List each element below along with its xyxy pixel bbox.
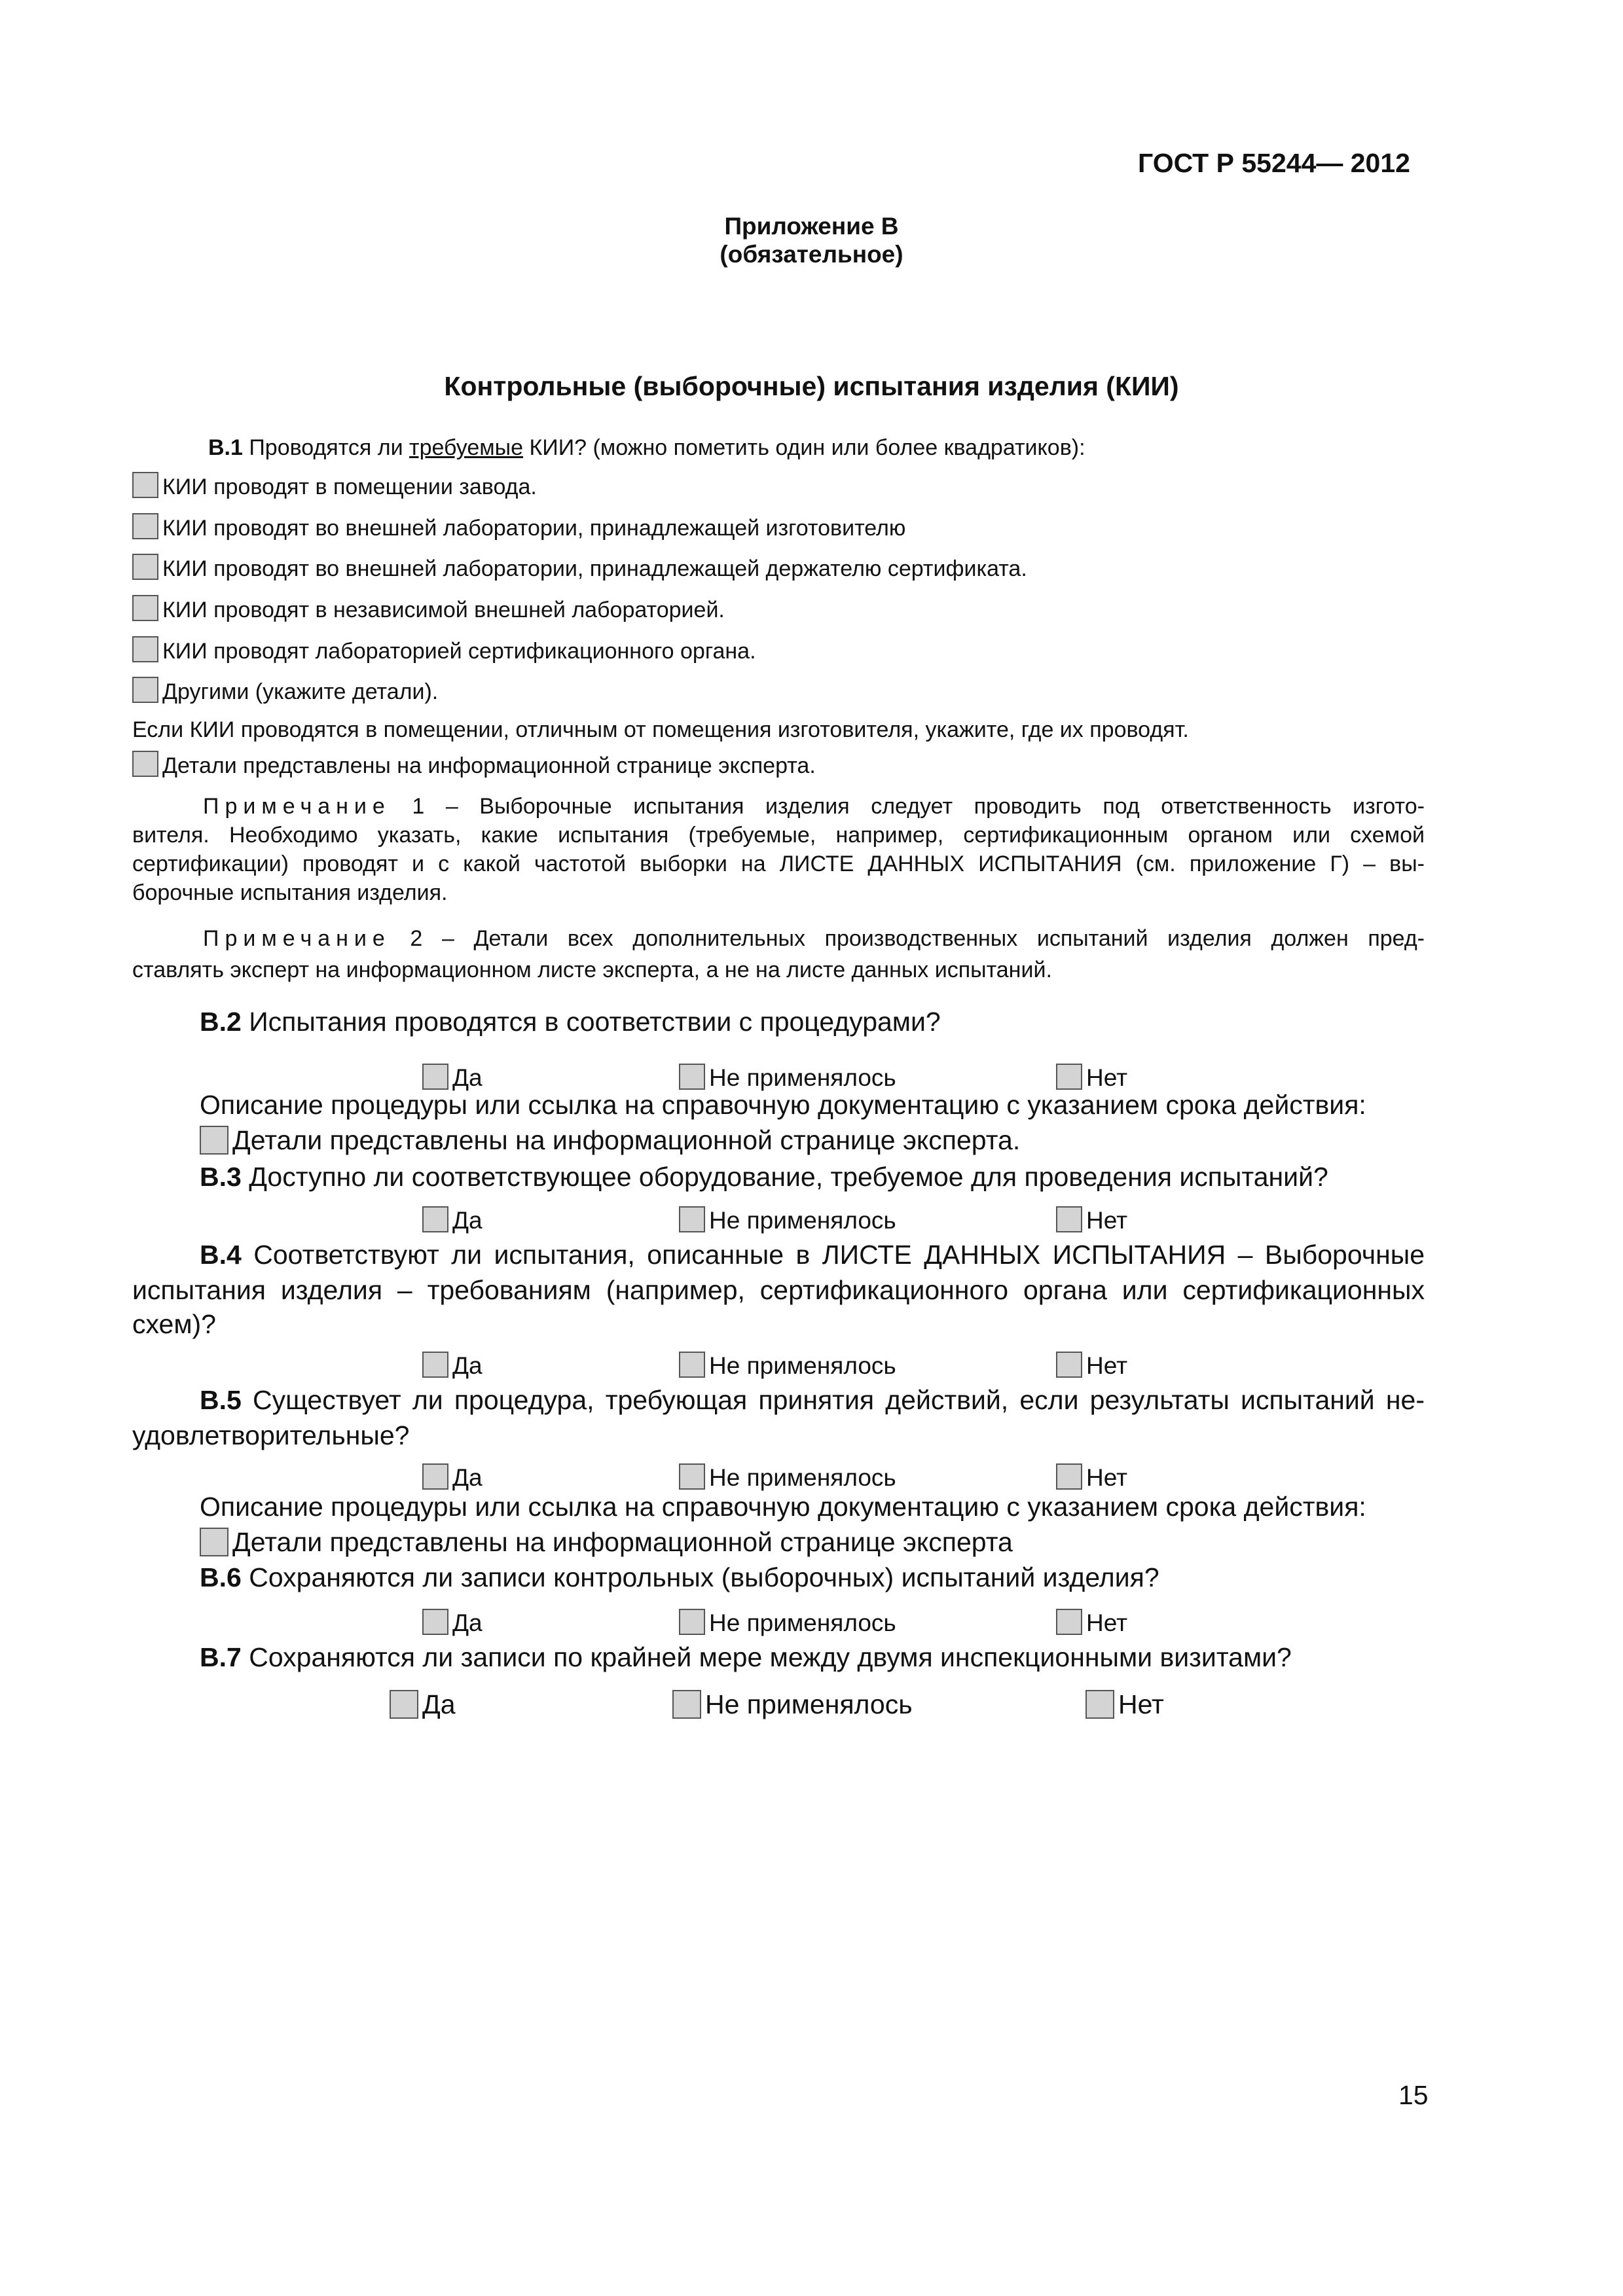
- checkbox[interactable]: [132, 751, 158, 777]
- standard-designation: ГОСТ Р 55244— 2012: [1138, 148, 1410, 178]
- b1-option: КИИ проводят во внешней лаборатории, принадлежащей держателю сертификата.: [132, 554, 1027, 582]
- answer-yes[interactable]: Да: [422, 1206, 483, 1234]
- b1-underlined-word: требуемые: [409, 435, 524, 460]
- checkbox[interactable]: [679, 1064, 705, 1090]
- b3-number: В.3: [200, 1162, 242, 1192]
- note1-line: сертификации) проводят и с какой частотой выборки на ЛИСТЕ ДАННЫХ ИСПЫТАНИЯ (см. приложение Г) – вы-: [132, 852, 1425, 876]
- answer-no[interactable]: Нет: [1056, 1206, 1127, 1234]
- checkbox[interactable]: [422, 1463, 448, 1490]
- b4-question-line: схем)?: [132, 1309, 216, 1339]
- note1-line: вителя. Необходимо указать, какие испытания (требуемые, например, сертификационным органом или схемой: [132, 823, 1425, 848]
- answer-not-applied[interactable]: Не применялось: [679, 1463, 896, 1492]
- checkbox[interactable]: [200, 1528, 228, 1556]
- answer-no[interactable]: Нет: [1056, 1352, 1127, 1380]
- b1-option: КИИ проводят лабораторией сертификационного органа.: [132, 636, 756, 664]
- checkbox[interactable]: [132, 513, 158, 539]
- answer-not-applied[interactable]: Не применялось: [679, 1206, 896, 1234]
- checkbox[interactable]: [200, 1126, 228, 1155]
- note-label: Примечание: [203, 794, 391, 819]
- b4-number: В.4: [200, 1240, 242, 1270]
- answer-yes[interactable]: Да: [422, 1064, 483, 1092]
- b5-question-line: В.5 Существует ли процедура, требующая принятия действий, если результаты испытаний не-: [200, 1385, 1425, 1415]
- checkbox[interactable]: [679, 1463, 705, 1490]
- checkbox[interactable]: [132, 677, 158, 703]
- b2-number: В.2: [200, 1007, 242, 1037]
- answer-yes[interactable]: Да: [422, 1352, 483, 1380]
- b5-procedure: Описание процедуры или ссылка на справочную документацию с указанием срока действия:: [200, 1492, 1366, 1522]
- checkbox[interactable]: [422, 1064, 448, 1090]
- section-title: Контрольные (выборочные) испытания изделия (КИИ): [444, 371, 1179, 401]
- appendix-note: (обязательное): [720, 241, 903, 268]
- answer-not-applied[interactable]: Не применялось: [679, 1352, 896, 1380]
- b1-number: В.1: [208, 435, 243, 460]
- page-number: 15: [1398, 2080, 1429, 2110]
- answer-no[interactable]: Нет: [1056, 1064, 1127, 1092]
- answer-yes[interactable]: Да: [390, 1689, 456, 1720]
- checkbox[interactable]: [422, 1609, 448, 1635]
- answer-yes[interactable]: Да: [422, 1609, 483, 1637]
- b2-details: Детали представлены на информационной странице эксперта.: [200, 1125, 1020, 1156]
- b2-question: В.2 Испытания проводятся в соответствии с процедурами?: [200, 1007, 941, 1037]
- note2-line: Примечание 2 – Детали всех дополнительных производственных испытаний изделия должен пред-: [203, 926, 1425, 951]
- b1-details: Детали представлены на информационной странице эксперта.: [132, 751, 816, 779]
- checkbox[interactable]: [1056, 1206, 1082, 1232]
- note2-line: ставлять эксперт на информационном листе эксперта, а не на листе данных испытаний.: [132, 958, 1052, 982]
- b1-text-after: КИИ? (можно пометить один или более квадратиков):: [523, 435, 1085, 460]
- b1-option: КИИ проводят во внешней лаборатории, принадлежащей изготовителю: [132, 513, 905, 541]
- checkbox[interactable]: [1056, 1463, 1082, 1490]
- b5-number: В.5: [200, 1385, 242, 1415]
- b2-procedure: Описание процедуры или ссылка на справочную документацию с указанием срока действия:: [200, 1090, 1366, 1120]
- checkbox[interactable]: [1056, 1609, 1082, 1635]
- checkbox[interactable]: [390, 1690, 418, 1719]
- checkbox[interactable]: [1056, 1064, 1082, 1090]
- b4-question-line: испытания изделия – требованиям (например, сертификационного органа или сертификационных: [132, 1275, 1425, 1305]
- checkbox[interactable]: [679, 1206, 705, 1232]
- b7-number: В.7: [200, 1642, 242, 1672]
- b1-text-before: Проводятся ли: [242, 435, 410, 460]
- b6-question: В.6 Сохраняются ли записи контрольных (выборочных) испытаний изделия?: [200, 1562, 1159, 1592]
- answer-no[interactable]: Нет: [1056, 1609, 1127, 1637]
- b5-question-line: удовлетворительные?: [132, 1420, 410, 1450]
- answer-not-applied[interactable]: Не применялось: [679, 1609, 896, 1637]
- checkbox[interactable]: [672, 1690, 701, 1719]
- checkbox[interactable]: [132, 595, 158, 621]
- note1-line: борочные испытания изделия.: [132, 880, 448, 905]
- checkbox[interactable]: [422, 1206, 448, 1232]
- b3-question: В.3 Доступно ли соответствующее оборудование, требуемое для проведения испытаний?: [200, 1162, 1328, 1192]
- answer-not-applied[interactable]: Не применялось: [672, 1689, 913, 1720]
- appendix-title: Приложение В: [724, 213, 899, 240]
- checkbox[interactable]: [679, 1609, 705, 1635]
- note-label: Примечание: [203, 926, 391, 951]
- checkbox[interactable]: [1056, 1352, 1082, 1378]
- b6-number: В.6: [200, 1562, 242, 1592]
- b7-question: В.7 Сохраняются ли записи по крайней мере между двумя инспекционными визитами?: [200, 1642, 1292, 1672]
- b1-option: КИИ проводят в независимой внешней лабораторией.: [132, 595, 725, 623]
- b1-question: [208, 435, 1085, 461]
- b1-option: Другими (укажите детали).: [132, 677, 438, 705]
- checkbox[interactable]: [132, 554, 158, 580]
- b1-other-location: Если КИИ проводятся в помещении, отличным от помещения изготовителя, укажите, где их проводят.: [132, 717, 1189, 742]
- b5-details: Детали представлены на информационной странице эксперта: [200, 1527, 1013, 1558]
- checkbox[interactable]: [679, 1352, 705, 1378]
- answer-yes[interactable]: Да: [422, 1463, 483, 1492]
- answer-no[interactable]: Нет: [1085, 1689, 1164, 1720]
- note1-line: Примечание 1 – Выборочные испытания изделия следует проводить под ответственность изгото-: [203, 794, 1425, 819]
- checkbox[interactable]: [132, 472, 158, 498]
- b1-option: КИИ проводят в помещении завода.: [132, 472, 537, 500]
- answer-not-applied[interactable]: Не применялось: [679, 1064, 896, 1092]
- answer-no[interactable]: Нет: [1056, 1463, 1127, 1492]
- checkbox[interactable]: [422, 1352, 448, 1378]
- b4-question-line: В.4 Соответствуют ли испытания, описанные в ЛИСТЕ ДАННЫХ ИСПЫТАНИЯ – Выборочные: [200, 1240, 1425, 1270]
- checkbox[interactable]: [1085, 1690, 1114, 1719]
- checkbox[interactable]: [132, 636, 158, 662]
